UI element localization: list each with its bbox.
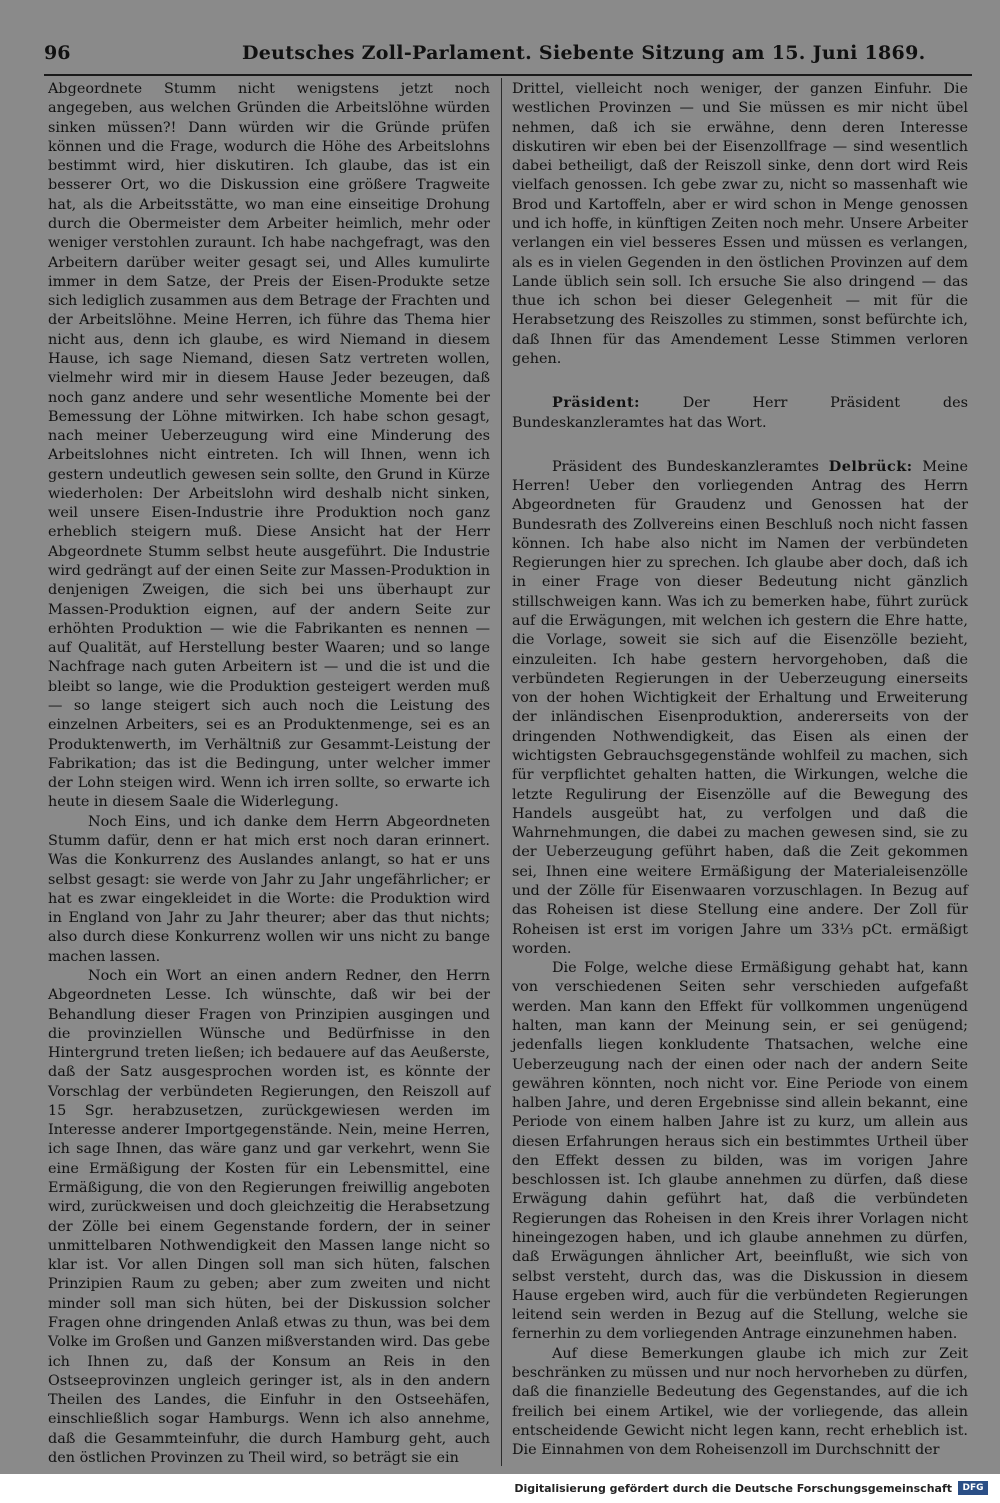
- page-number: 96: [44, 42, 71, 64]
- page-header: [44, 42, 972, 72]
- digitization-footer: [0, 1474, 1000, 1503]
- speech-text: Meine Herren! Ueber den vorliegenden Antrag des Herrn Abgeordneten für Graudenz und Genossen hat der Bundesrath des Zollvereins einen Beschluß noch nicht fassen können. Ich habe also nicht im Namen der verbündeten Regierungen hier zu sprechen. Ich glaube aber doch, daß ich in einer Frage von dieser Bedeutung nicht gänzlich stillschweigen kann. Was ich zu bemerken habe, führt zurück auf die Erwägungen, mit welchen ich gestern die Ehre hatte, die Vorlage, soweit sie sich auf die Eisenzölle bezieht, einzuleiten. Ich habe gestern hervorgehoben, daß die verbündeten Regierungen in der Ueberzeugung einerseits von der hohen Wichtigkeit der Erhaltung und Erweiterung der inländischen Eisenproduktion, andererseits von der dringenden Nothwendigkeit, das Eisen als einen der wichtigsten Gebrauchsgegenstände wohlfeil zu machen, sich für verpflichtet gehalten hatten, die Wirkungen, welche die letzte Regulirung der Eisenzölle auf die Bewegung des Handels ausgeübt hat, zu verfolgen und daß die Wahrnehmungen, die dabei zu machen gewesen sind, sie zu der Ueberzeugung geführt haben, daß die Zeit gekommen sei, Ihnen eine weitere Ermäßigung der Materialeisenzölle und der Zölle für Eisenwaaren vorzuschlagen. In Bezug auf das Roheisen ist diese Stellung eine andere. Der Zoll für Roheisen ist erst im vorigen Jahre um 33⅓ pCt. ermäßigt worden.: [512, 458, 968, 957]
- paragraph: Abgeordnete Stumm nicht wenigstens jetzt noch angegeben, aus welchen Gründen die Arbeitslöhne würden sinken müssen?! Dann würden wir die Gründe prüfen können und die Frage, wodurch die Höhe des Arbeitslohns bestimmt wird, hier diskutiren. Ich glaube, das ist ein besserer Ort, wo die Diskussion eine größere Tragweite hat, als die Arbeitsstätte, wo man eine einseitige Drohung durch die Obermeister dem Arbeiter heimlich, mehr oder weniger verstohlen zuraunt. Ich habe nachgefragt, was den Arbeitern darüber weiter gesagt sei, und Alles kumulirte immer in dem Satze, der Preis der Eisen-Produkte setze sich lediglich zusammen aus dem Betrage der Frachten und der Arbeitslöhne. Meine Herren, ich führe das Thema hier nicht aus, denn ich glaube, es wird Niemand in diesem Hause, ich sage Niemand, diesen Satz vertreten wollen, vielmehr wird mir in diesem Hause Jeder bezeugen, daß noch ganz andere und sehr wesentliche Momente bei der Bemessung der Löhne mitwirken. Ich habe schon gesagt, nach meiner Ueberzeugung wird eine Minderung des Arbeitslohnes nicht eintreten. Ich will Ihnen, wenn ich gestern undeutlich gewesen sein sollte, den Grund in Kürze wiederholen: Der Arbeitslohn wird deshalb nicht sinken, weil unsere Eisen-Industrie ihre Produktion noch ganz erheblich steigern muß. Diese Ansicht hat der Herr Abgeordnete Stumm selbst heute ausgeführt. Die Industrie wird gedrängt auf der einen Seite zur Massen-Produktion in denjenigen Zweigen, die sich bei uns überhaupt zur Massen-Produktion eignen, auf der andern Seite zur erhöhten Produktion — wie die Fabrikanten es nennen — auf Qualität, auf Herstellung bester Waaren; und so lange Nachfrage nach guten Arbeitern ist — und die ist und die bleibt so lange, wie die Produktion gesteigert werden muß — so lange steigert sich auch noch die Leistung des einzelnen Arbeiters, sei es an Produktenmenge, sei es an Produktenwerth, im Verhältniß zur Gesammt-Leistung der Fabrikation; das ist die Bedingung, unter welcher immer der Lohn steigen wird. Wenn ich irren sollte, so erwarte ich heute in diesem Saale die Widerlegung.: [48, 81, 490, 811]
- speaker-name: Delbrück:: [828, 457, 913, 475]
- paragraph: Auf diese Bemerkungen glaube ich mich zur Zeit beschränken zu müssen und nur noch hervorheben zu dürfen, daß die finanzielle Bedeutung des Gegenstandes, auf die ich freilich bei einem Artikel, wie der vorliegende, das allein entscheidende Gewicht nicht legen kann, recht erheblich ist. Die Einnahmen von dem Roheisenzoll im Durchschnitt der: [512, 1345, 968, 1459]
- right-column: [512, 80, 968, 1460]
- running-title: Deutsches Zoll-Parlament. Siebente Sitzung am 15. Juni 1869.: [242, 42, 926, 64]
- left-column: [48, 80, 490, 1468]
- dfg-logo: DFG: [958, 1481, 988, 1495]
- paragraph: Drittel, vielleicht noch weniger, der ganzen Einfuhr. Die westlichen Provinzen — und Sie müssen es mir nicht übel nehmen, daß ich sie erwähne, denn deren Interesse diskutiren wir eben bei der Eisenzollfrage — sind wesentlich dabei betheiligt, daß der Reiszoll sinke, denn dort wird Reis vielfach genossen. Ich gebe zwar zu, nicht so massenhaft wie Brod und Kartoffeln, aber er wird schon in Menge genossen und ich hoffe, in künftigen Zeiten noch mehr. Unsere Arbeiter verlangen ein viel besseres Essen und müssen es verlangen, als es in vielen Gegenden in den östlichen Provinzen auf dem Lande üblich sein soll. Ich ersuche Sie also dringend — das thue ich schon bei dieser Gelegenheit — mit für die Herabsetzung des Reiszolles zu stimmen, sonst befürchte ich, daß Ihnen für das Amendement Lesse Stimmen verloren gehen.: [512, 81, 968, 367]
- paragraph: Noch Eins, und ich danke dem Herrn Abgeordneten Stumm dafür, denn er hat mich erst noch daran erinnert. Was die Konkurrenz des Auslandes anlangt, so hat er uns selbst gesagt: sie werde von Jahr zu Jahr ungefährlicher; er hat es zwar eingekleidet in die Worte: die Produktion wird in England von Jahr zu Jahr theurer; aber das thut nichts; also durch diese Konkurrenz wollen wir uns nicht zu bange machen lassen.: [48, 813, 490, 965]
- paragraph: Noch ein Wort an einen andern Redner, den Herrn Abgeordneten Lesse. Ich wünschte, daß wir bei der Behandlung dieser Fragen von Prinzipien ausgingen und die provinziellen Wünsche und Bedürfnisse in den Hintergrund treten ließen; ich bedauere auf das Aeußerste, daß der Satz ausgesprochen worden ist, es könnte der Vorschlag der verbündeten Regierungen, den Reiszoll auf 15 Sgr. herabzusetzen, zurückgewiesen werden im Interesse anderer Importgegenstände. Nein, meine Herren, ich sage Ihnen, das wäre ganz und gar verkehrt, wenn Sie eine Ermäßigung der Kosten für ein Lebensmittel, eine Ermäßigung, die von den Regierungen freiwillig angeboten wird, zurückweisen und doch gleichzeitig die Herabsetzung der Zölle bei einem Gegenstande fordern, der in seiner unmittelbaren Nothwendigkeit den Massen lange nicht so klar ist. Vor allen Dingen soll man sich hüten, falschen Prinzipien Raum zu geben; aber zum zweiten und nicht minder soll man sich hüten, bei der Diskussion solcher Fragen ohne dringenden Anlaß etwas zu thun, was bei dem Volke im Großen und Ganzen mißverstanden wird. Das gebe ich Ihnen zu, daß der Konsum an Reis in den Ostseeprovinzen ungleich geringer ist, als in den andern Theilen des Landes, die Einfuhr in den Ostseehäfen, einschließlich sogar Hamburgs. Wenn ich also annehme, daß die Gesammteinfuhr, die durch Hamburg geht, auch den östlichen Provinzen zu Theil wird, so beträgt sie ein: [48, 967, 490, 1466]
- speaker-title: Präsident des Bundeskanzleramtes: [552, 458, 829, 475]
- funding-credit: Digitalisierung gefördert durch die Deutsche Forschungsgemeinschaft: [514, 1482, 952, 1495]
- speaker-name: Präsident:: [552, 394, 640, 412]
- delbrueck-paragraph: [512, 457, 968, 959]
- header-rule: [44, 74, 972, 76]
- president-paragraph: [512, 393, 968, 433]
- column-divider: [501, 78, 502, 1466]
- paragraph: Die Folge, welche diese Ermäßigung gehabt hat, kann von verschiedenen Seiten sehr verschieden aufgefaßt werden. Man kann den Effekt für vollkommen ungenügend halten, man kann der Meinung sein, er sei genügend; jedenfalls liegen konkludente Thatsachen, welche eine Ueberzeugung nach der einen oder nach der andern Seite gewähren könnten, noch nicht vor. Eine Periode von einem halben Jahre, und deren Ergebnisse sind allein bekannt, eine Periode von einem halben Jahre ist zu kurz, um allein aus diesen Erfahrungen heraus sich ein bestimmtes Urtheil über den Effekt dessen zu bilden, was im vorigen Jahre beschlossen ist. Ich glaube annehmen zu dürfen, daß diese Erwägung dahin geführt hat, daß die verbündeten Regierungen das Roheisen in den Kreis ihrer Vorlagen nicht hineingezogen haben, und ich glaube annehmen zu dürfen, daß Erwägungen ähnlicher Art, beeinflußt, wie sich von selbst versteht, durch das, was die Diskussion in diesem Hause ergeben wird, auch für die verbündeten Regierungen leitend sein werden in Bezug auf die Stellung, welche sie fernerhin zu dem vorliegenden Antrage einzunehmen haben.: [512, 960, 968, 1343]
- speech-text: Der Herr Präsident des Bundeskanzleramtes hat das Wort.: [512, 395, 968, 431]
